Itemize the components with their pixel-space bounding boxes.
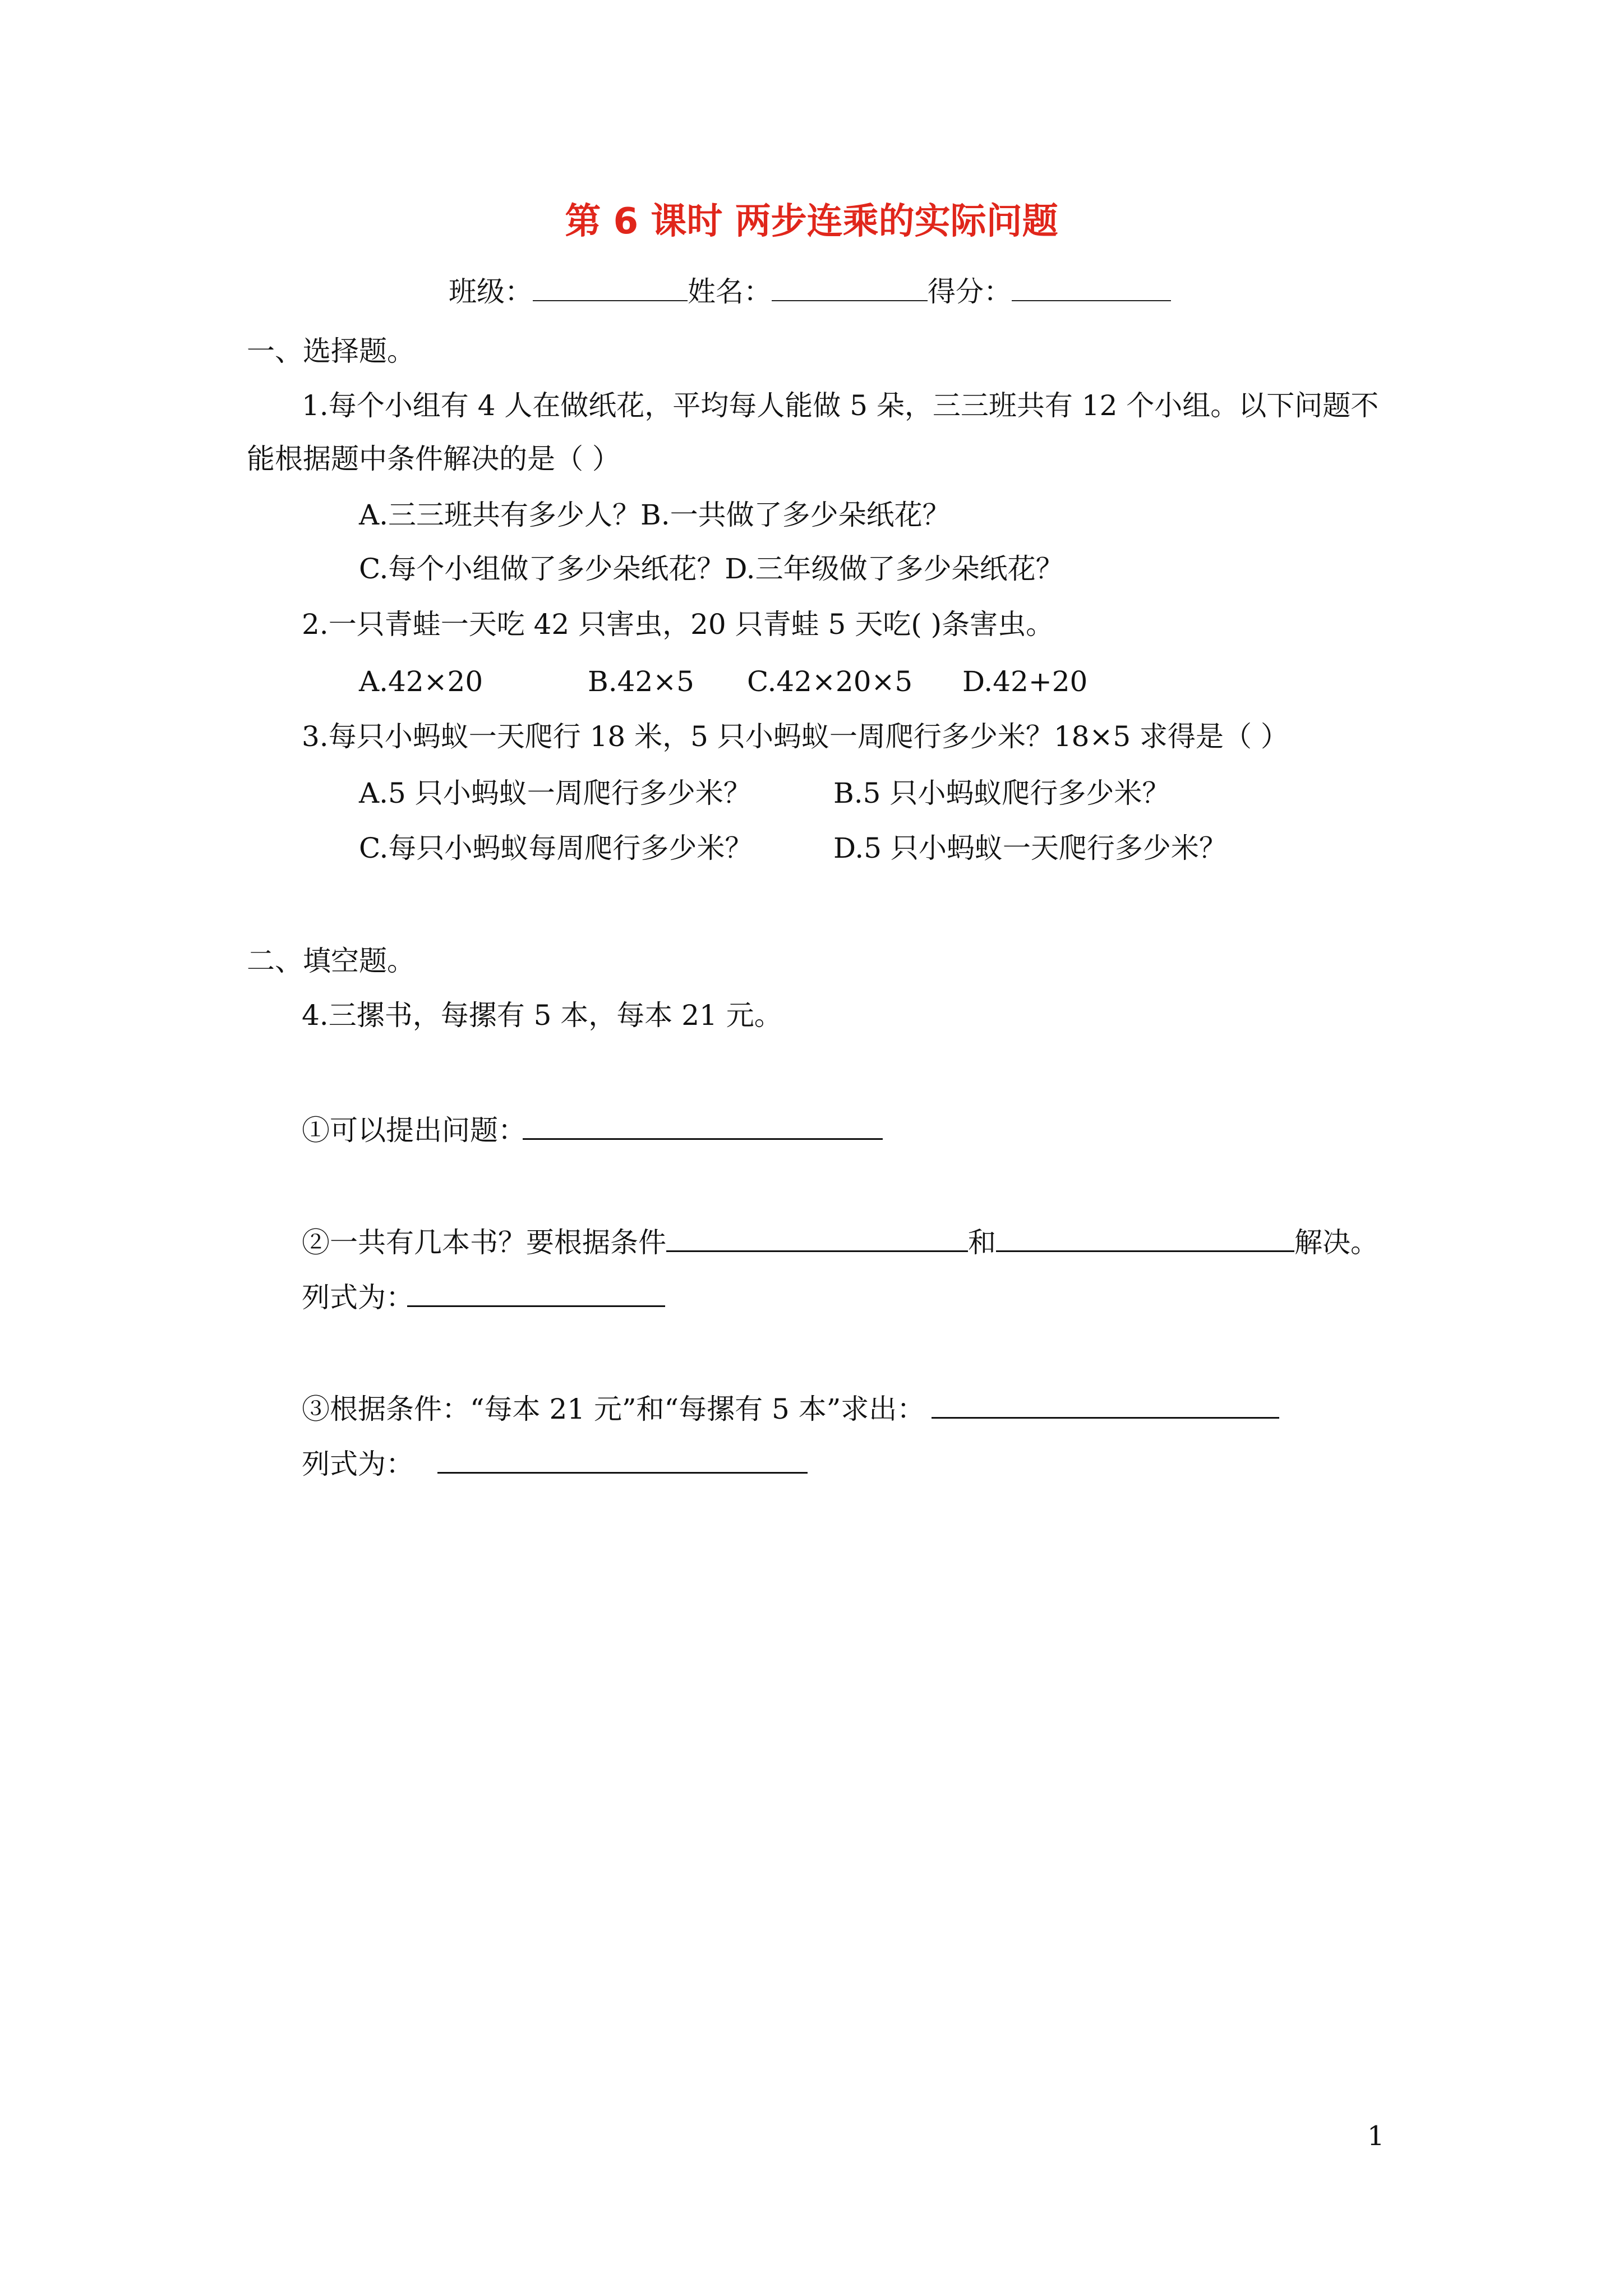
q4-part-1-answer-blank[interactable] xyxy=(523,1114,883,1140)
q4-part-3 xyxy=(302,1392,1279,1426)
name-label: 姓名： xyxy=(688,275,772,308)
q4-part-3-formula-blank[interactable] xyxy=(437,1447,808,1474)
q2-option-b[interactable]: B.42×5 xyxy=(588,665,694,698)
q3-option-b[interactable]: B.5 只小蚂蚁爬行多少米？ xyxy=(833,777,1170,809)
q2-option-a[interactable]: A.42×20 xyxy=(359,665,483,698)
q4-part-2 xyxy=(302,1226,1378,1259)
q4-stem: 4.三摞书，每摞有 5 本，每本 21 元。 xyxy=(302,999,782,1032)
q2-option-d[interactable]: D.42+20 xyxy=(962,665,1088,698)
student-info-line xyxy=(449,275,1171,309)
q1-stem-line-2: 能根据题中条件解决的是（ ） xyxy=(247,443,620,475)
page-title: 第 6 课时 两步连乘的实际问题 xyxy=(565,201,1058,242)
score-blank[interactable] xyxy=(1012,275,1171,301)
q1-options-line-2: C.每个小组做了多少朵纸花？D.三年级做了多少朵纸花？ xyxy=(359,553,1064,585)
class-label: 班级： xyxy=(449,275,533,308)
q4-part-3-answer-blank[interactable] xyxy=(932,1392,1279,1419)
q2-option-c[interactable]: C.42×20×5 xyxy=(747,665,913,698)
q4-part-2-formula-blank[interactable] xyxy=(407,1281,665,1307)
q4-part-3-formula xyxy=(302,1447,808,1481)
name-blank[interactable] xyxy=(772,275,928,301)
q4-part-1 xyxy=(302,1114,883,1147)
q4-part-3-label: ③根据条件：“每本 21 元”和“每摞有 5 本”求出： xyxy=(302,1393,925,1425)
q2-stem: 2.一只青蛙一天吃 42 只害虫，20 只青蛙 5 天吃( )条害虫。 xyxy=(302,608,1054,641)
q4-part-2-and: 和 xyxy=(968,1226,996,1259)
q4-part-2-suffix: 解决。 xyxy=(1294,1226,1378,1259)
q3-option-d[interactable]: D.5 只小蚂蚁一天爬行多少米？ xyxy=(833,832,1227,864)
q4-part-3-formula-label: 列式为： xyxy=(302,1448,414,1480)
class-blank[interactable] xyxy=(533,275,688,301)
section-1-heading: 一、选择题。 xyxy=(247,335,415,367)
q3-stem: 3.每只小蚂蚁一天爬行 18 米，5 只小蚂蚁一周爬行多少米？18×5 求得是（ ） xyxy=(302,720,1289,753)
q3-option-a[interactable]: A.5 只小蚂蚁一周爬行多少米？ xyxy=(359,777,751,809)
section-2-heading: 二、填空题。 xyxy=(247,945,415,977)
q4-part-2-prefix: ②一共有几本书？要根据条件 xyxy=(302,1226,666,1259)
q1-options-line-1: A.三三班共有多少人？B.一共做了多少朵纸花？ xyxy=(359,499,951,531)
q4-part-2-condition-blank-1[interactable] xyxy=(666,1226,968,1252)
q4-part-2-formula-label: 列式为： xyxy=(302,1281,414,1314)
q3-option-c[interactable]: C.每只小蚂蚁每周爬行多少米？ xyxy=(359,832,753,864)
q4-part-1-label: ①可以提出问题： xyxy=(302,1114,526,1147)
page-number: 1 xyxy=(1367,2120,1385,2152)
score-label: 得分： xyxy=(928,275,1012,308)
q4-part-2-formula xyxy=(302,1281,665,1314)
q4-part-2-condition-blank-2[interactable] xyxy=(996,1226,1294,1252)
q1-stem-line-1: 1.每个小组有 4 人在做纸花，平均每人能做 5 朵，三三班共有 12 个小组。以下问题不 xyxy=(302,389,1379,422)
